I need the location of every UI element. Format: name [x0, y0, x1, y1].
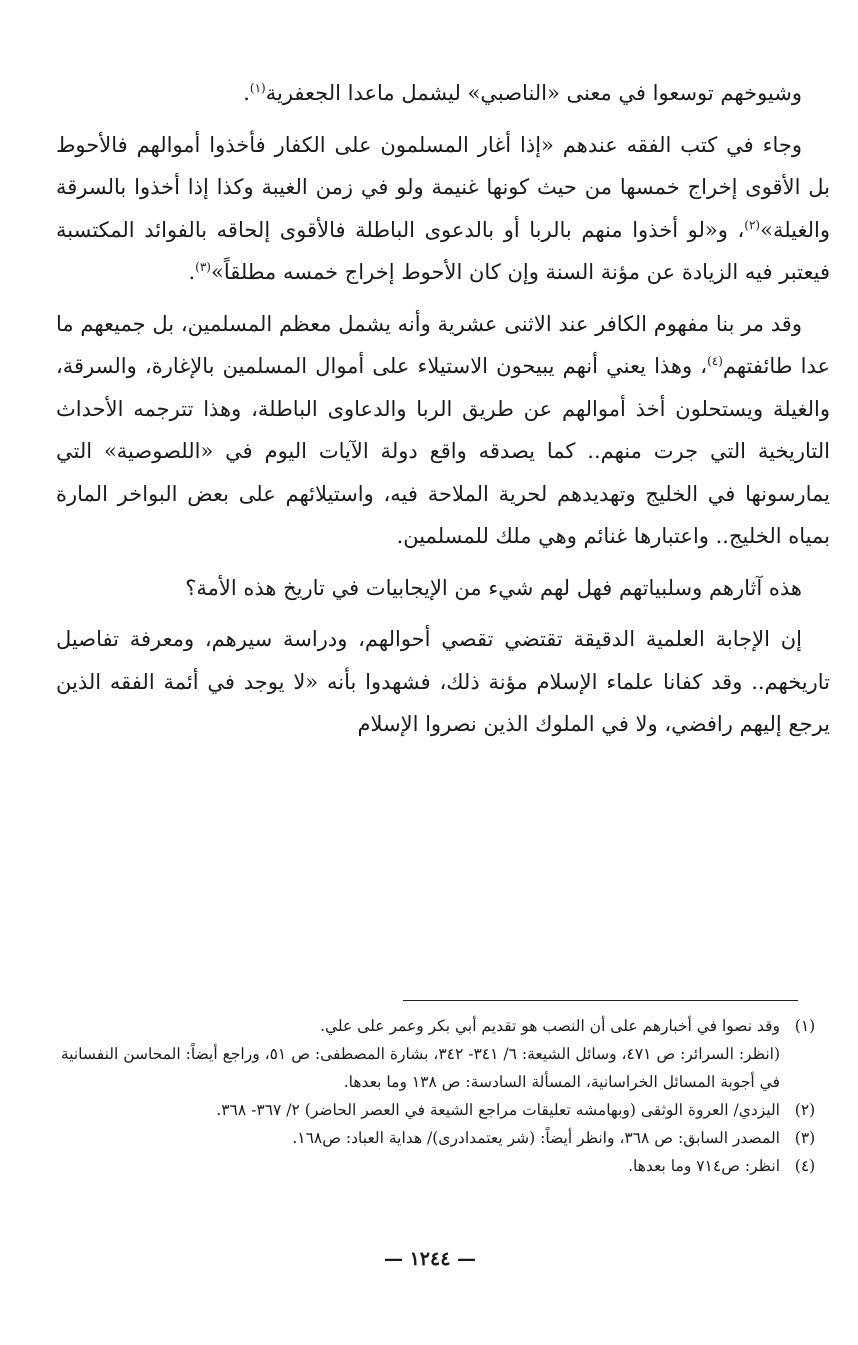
footnote-ref-2: (٢): [744, 217, 761, 232]
footnote-ref-3: (٣): [195, 260, 211, 274]
footnote-text: انظر: ص٧١٤ وما بعدها.: [628, 1157, 780, 1175]
paragraph-1-end: .: [243, 81, 250, 105]
page-number: — ١٢٤٤ —: [383, 1248, 477, 1270]
footnote-ref-4: (٤): [707, 354, 723, 368]
footnote-ref-1: (١): [249, 81, 266, 95]
paragraph-3-rest: ، وهذا يعني أنهم يبيحون الاستيلاء على أموال المسلمين بالإغارة، والسرقة، والغيلة ويستحلون أخذ أموالهم عن طريق الربا والدعاوى الباطلة، وهذا تترجمه الأحداث التاريخية التي جرت منهم.. كما يصدقه واقع دولة الآيات اليوم في «اللصوصية» التي يمارسونها في الخليج وتهديدهم لحرية الملاحة فيه، واستيلائهم على بعض البواخر المارة بمياه الخليج.. واعتبارها غنائم وهي ملك للمسلمين.: [56, 354, 830, 548]
footnote-4: [56, 1152, 830, 1180]
paragraph-3: [56, 303, 830, 558]
footnotes: [56, 1012, 830, 1180]
footnote-1-continued: [56, 1040, 830, 1096]
paragraph-5: إن الإجابة العلمية الدقيقة تقتضي تقصي أحوالهم، ودراسة سيرهم، ومعرفة تفاصيل تاريخهم.. وقد كفانا علماء الإسلام مؤنة ذلك، فشهدوا بأنه «لا يوجد في أئمة الفقه الذين يرجع إليهم رافضي، ولا في الملوك الذين نصروا الإسلام: [56, 627, 830, 736]
footnote-number: (٤): [794, 1157, 816, 1175]
document-page: [30, 0, 830, 1345]
paragraph-2-end: .: [188, 260, 196, 284]
footnote-text: اليزدي/ العروة الوثقى (وبهامشه تعليقات مراجع الشيعة في العصر الحاضر) ٢/ ٣٦٧- ٣٦٨.: [216, 1101, 780, 1119]
paragraph-1: [56, 72, 830, 115]
footnote-divider: [403, 1000, 798, 1001]
paragraph-1-text: وشيوخهم توسعوا في معنى «الناصبي» ليشمل ماعدا الجعفرية: [265, 81, 802, 105]
footnote-number: (٣): [794, 1129, 816, 1147]
footnote-3: [56, 1124, 830, 1152]
footnote-2: [56, 1096, 830, 1124]
paragraph-2-middle: ، و«لو أخذوا منهم بالربا أو بالدعوى الباطلة فالأقوى إلحاقه بالفوائد المكتسبة فيعتبر فيه الزيادة عن مؤنة السنة وإن كان الأحوط إخراج خمسه مطلقاً»: [56, 217, 830, 284]
footnote-1: [56, 1012, 830, 1040]
footnote-text: وقد نصوا في أخبارهم على أن النصب هو تقديم أبي بكر وعمر على علي.: [320, 1017, 780, 1035]
paragraph-4: هذه آثارهم وسلبياتهم فهل لهم شيء من الإيجابيات في تاريخ هذه الأمة؟: [185, 575, 802, 600]
footnote-number: (١): [794, 1017, 816, 1035]
body-text: [56, 72, 830, 755]
footnote-text: (انظر: السرائر: ص ٤٧١، وسائل الشيعة: ٦/ ٣٤١- ٣٤٢، بشارة المصطفى: ص ٥١، وراجع أيضاً: المحاسن النفسانية في أجوبة المسائل الخراسانية، المسألة السادسة: ص ١٣٨ وما بعدها.: [60, 1045, 780, 1091]
paragraph-3-text: وقد مر بنا مفهوم الكافر عند الاثنى عشرية وأنه يشمل معظم المسلمين، بل جميعهم ما عدا طائفتهم: [56, 311, 830, 378]
paragraph-2-text: وجاء في كتب الفقه عندهم «إذا أغار المسلمون على الكفار فأخذوا أموالهم فالأحوط بل الأقوى إخراج خمسها من حيث كونها غنيمة ولو في زمن الغيبة وكذا إذا أخذوا بالسرقة والغيلة»: [56, 132, 830, 242]
footnote-text: المصدر السابق: ص ٣٦٨، وانظر أيضاً: (شر يعتمدادرى)/ هداية العباد: ص١٦٨.: [292, 1129, 780, 1147]
footnote-number: (٢): [794, 1101, 816, 1119]
paragraph-2: [56, 124, 830, 294]
